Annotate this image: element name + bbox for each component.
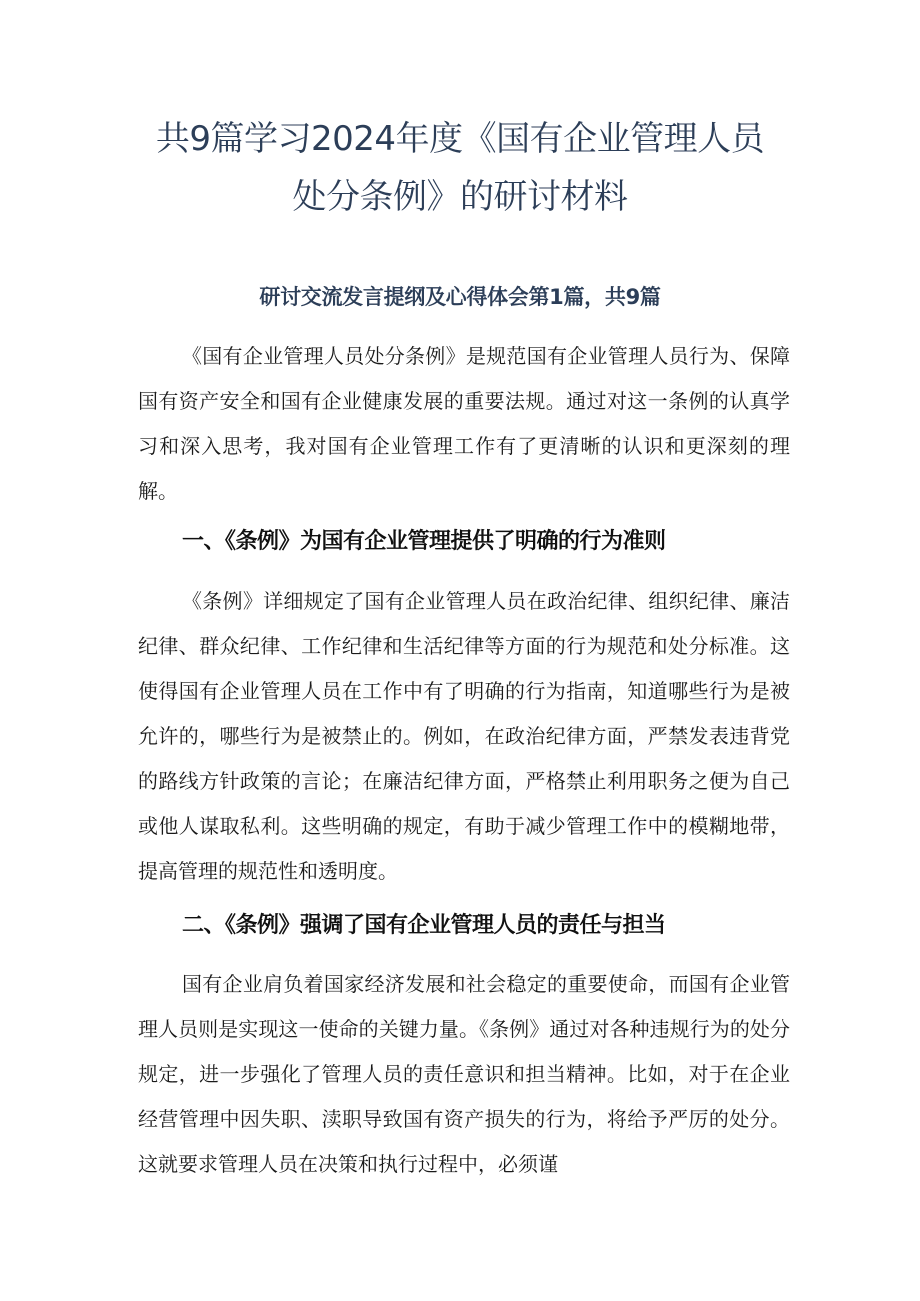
- subheading-2: 二、《条例》强调了国有企业管理人员的责任与担当: [182, 913, 666, 938]
- subheading-1: 一、《条例》为国有企业管理提供了明确的行为准则: [182, 529, 666, 554]
- document-title-line-2: 处分条例》的研讨材料: [292, 177, 628, 217]
- section-heading: 研讨交流发言提纲及心得体会第1篇，共9篇: [259, 285, 661, 309]
- document-title: [100, 110, 820, 226]
- body-paragraph-1: 《条例》详细规定了国有企业管理人员在政治纪律、组织纪律、廉洁纪律、群众纪律、工作纪律和生活纪律等方面的行为规范和处分标准。这使得国有企业管理人员在工作中有了明确的行为指南，知道哪些行为是被允许的，哪些行为是被禁止的。例如，在政治纪律方面，严禁发表违背党的路线方针政策的言论；在廉洁纪律方面，严格禁止利用职务之便为自己或他人谋取私利。这些明确的规定，有助于减少管理工作中的模糊地带，提高管理的规范性和透明度。: [138, 589, 790, 883]
- document-title-line-1: 共9篇学习2024年度《国有企业管理人员: [155, 119, 765, 159]
- body-paragraph-2: 国有企业肩负着国家经济发展和社会稳定的重要使命，而国有企业管理人员则是实现这一使命的关键力量。《条例》通过对各种违规行为的处分规定，进一步强化了管理人员的责任意识和担当精神。比如，对于在企业经营管理中因失职、渎职导致国有资产损失的行为，将给予严厉的处分。这就要求管理人员在决策和执行过程中，必须谨: [138, 972, 790, 1176]
- intro-paragraph: 《国有企业管理人员处分条例》是规范国有企业管理人员行为、保障国有资产安全和国有企业健康发展的重要法规。通过对这一条例的认真学习和深入思考，我对国有企业管理工作有了更清晰的认识和更深刻的理解。: [138, 344, 790, 503]
